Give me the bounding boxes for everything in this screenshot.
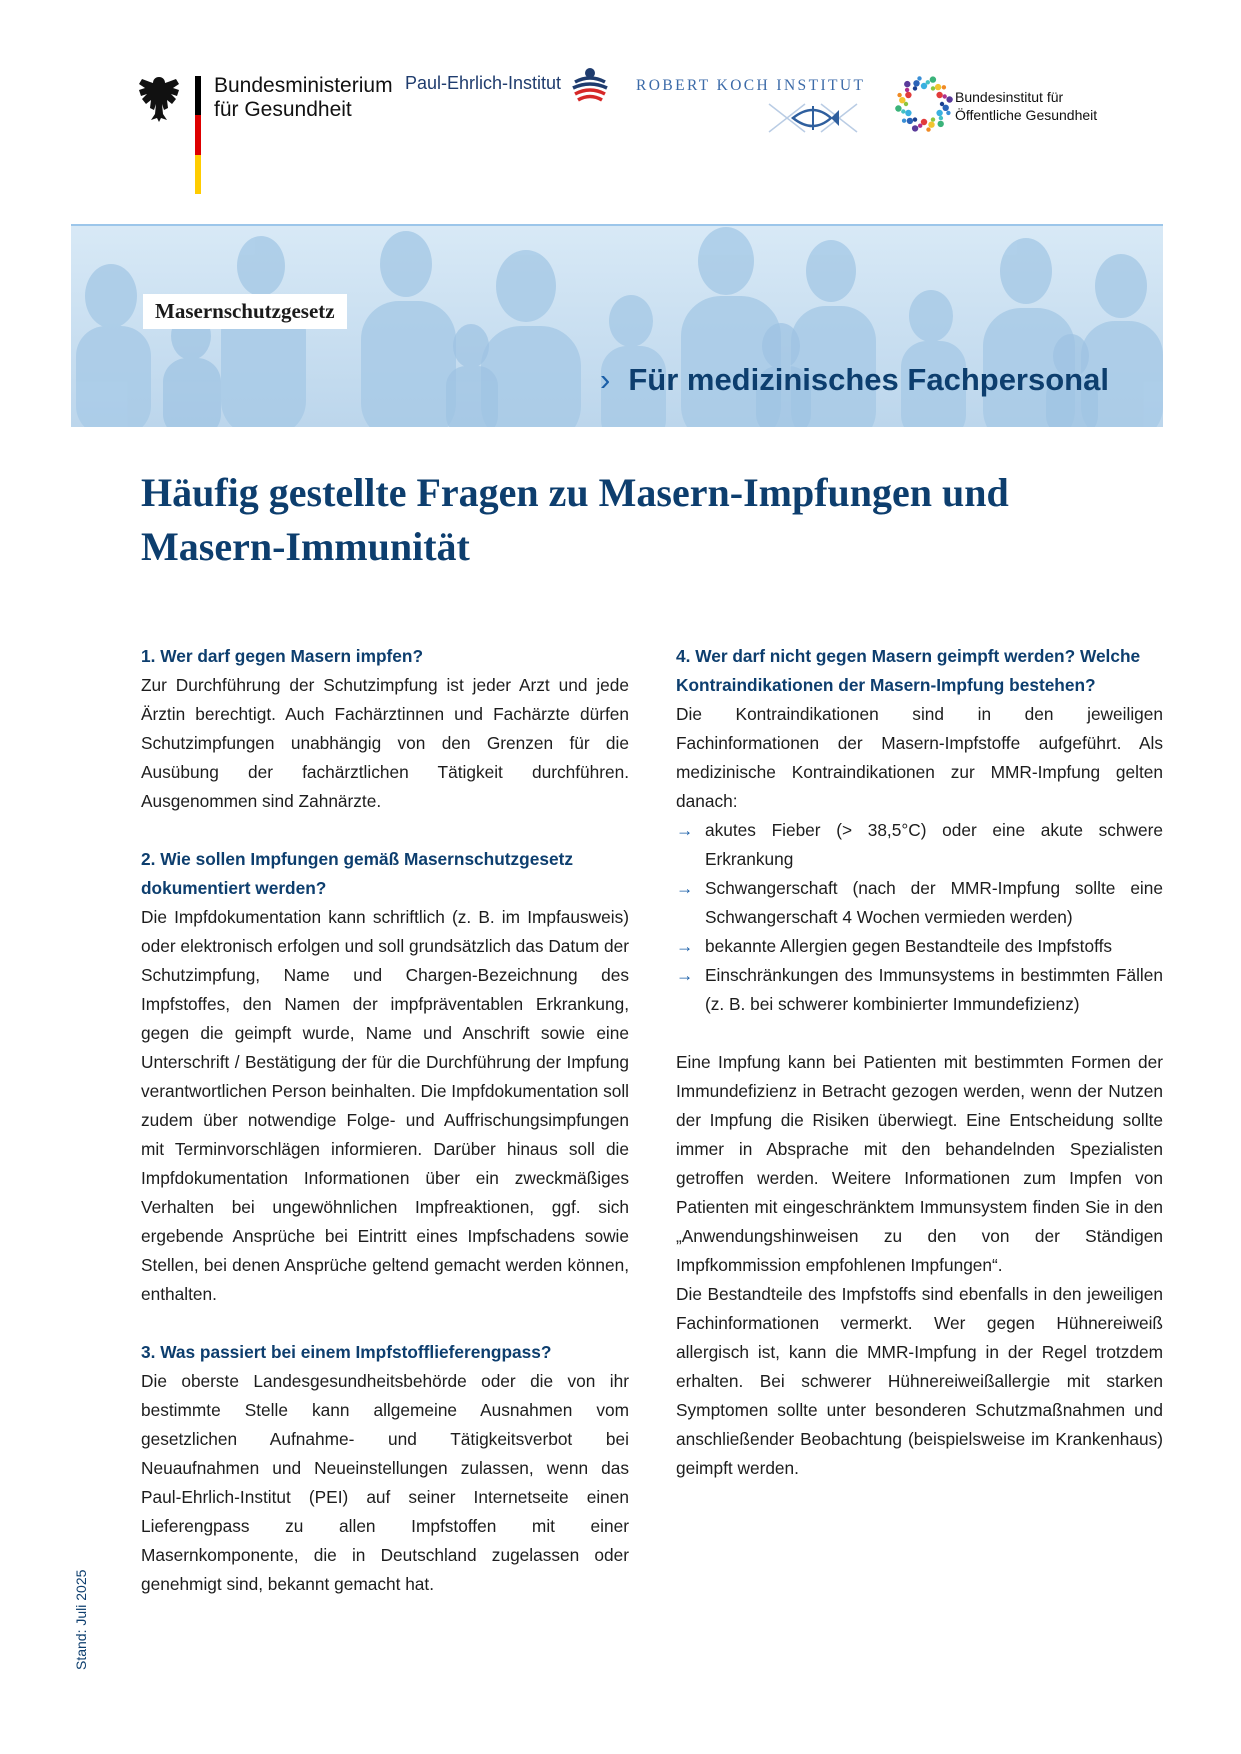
audience-heading: [600, 362, 1109, 398]
question-4-para-1: Eine Impfung kann bei Patienten mit bestimmten Formen der Immundefizienz in Betracht gezogen werden, wenn der Nutzen der Impfung die Risiken überwiegt. Eine Entscheidung sollte immer in Absprache mit den behandelnden Spezialisten getroffen werden. Weitere Informationen zum Impfen von Patienten mit eingeschränktem Immunsystem finden Sie in den „Anwendungshinweisen zu den von der Ständigen Impfkommission empfohlenen Impfungen“.: [676, 1052, 1163, 1275]
ring-dot: [905, 110, 911, 116]
ring-dot: [946, 111, 950, 115]
federal-eagle-icon: [136, 74, 182, 124]
arrow-right-icon: →: [676, 965, 694, 985]
series-label: Masernschutzgesetz: [143, 294, 347, 329]
ring-dot: [917, 76, 921, 80]
question-3-text: Die oberste Landesgesundheitsbehörde oder die von ihr bestimmte Stelle kann allgemeine Ausnahmen vom gesetzlichen Aufnahme- und Tätigkeitsverbot bei Neuaufnahmen und Neueinstellungen zulassen, wenn das Paul-Ehrlich-Institut (PEI) auf seiner Internetseite einen Lieferengpass zu allen Impfstoffen mit einer Masernkomponente, die in Deutschland zugelassen oder genehmigt sind, bekannt gemacht hat.: [141, 1371, 629, 1594]
question-3-title: 3. Was passiert bei einem Impfstofflieferengpass?: [141, 1342, 552, 1362]
rki-fish-emblem-icon: [765, 100, 861, 136]
left-column: [141, 642, 629, 1599]
pei-emblem-icon: [569, 64, 611, 106]
biog-dots-ring-icon: [893, 66, 955, 142]
question-4-para-2: Die Bestandteile des Impfstoffs sind ebenfalls in den jeweiligen Fachinformationen vermerkt. Wer gegen Hühnereiweiß allergisch ist, kann die MMR-Impfung in der Regel trotzdem erhalten. Bei schwerer Hühnereiweißallergie mit starken Symptomen sollte unter besonderen Schutzmaßnahmen und anschließender Beobachtung (beispielsweise im Krankenhaus) geimpft werden.: [676, 1284, 1163, 1478]
contraindication-list: [676, 816, 1163, 1019]
ring-dot: [913, 80, 919, 86]
ring-dot: [943, 94, 947, 98]
question-4-title: 4. Wer darf nicht gegen Masern geimpft werden? Welche Kontraindikationen der Masern-Impfung bestehen?: [676, 646, 1141, 695]
ring-dot: [897, 93, 901, 97]
ring-dot: [936, 110, 942, 116]
ring-dot: [926, 80, 930, 84]
ring-dot: [913, 86, 917, 90]
ring-dot: [942, 85, 946, 89]
ring-dot: [930, 76, 936, 82]
ring-dot: [943, 105, 949, 111]
ring-dot: [946, 96, 952, 102]
ring-dot: [905, 92, 911, 98]
ring-dot: [895, 105, 901, 111]
ring-dot: [902, 119, 906, 123]
pei-name: Paul-Ehrlich-Institut: [405, 73, 562, 93]
ring-dot: [939, 116, 943, 120]
publication-date: Stand: Juli 2025: [73, 1569, 89, 1670]
page-title: Häufig gestellte Fragen zu Masern-Impfungen und Masern-Immunität: [141, 470, 1009, 569]
ring-dot: [926, 127, 930, 131]
biog-name: Bundesinstitut für Öffentliche Gesundheit: [955, 89, 1098, 123]
ring-dot: [901, 109, 905, 113]
question-2-title: 2. Wie sollen Impfungen gemäß Masernschutzgesetz dokumentiert werden?: [141, 849, 573, 898]
ring-dot: [913, 117, 917, 121]
ring-dot: [938, 121, 944, 127]
arrow-right-icon: →: [676, 878, 694, 898]
question-2-text: Die Impfdokumentation kann schriftlich (z. B. im Impfausweis) oder elektronisch erfolgen und soll grundsätzlich das Datum der Schutzimpfung, Name und Chargen-Bezeichnung des Impfstoffes, den Namen der impfpräventablen Erkrankung, gegen die geimpft wurde, Name und Anschrift sowie eine Unterschrift / Bestätigung der für die Durchführung der Impfung verantwortlichen Person beinhalten. Die Impfdokumentation soll zudem über notwendige Folge- und Auffrischungsimpfungen mit Terminvorschlägen informieren. Darüber hinaus soll die Impfdokumentation Informationen über ein zweckmäßiges Verhalten bei ungewöhnlichen Impfreaktionen, ggf. sich ergebende Ansprüche bei Eintritt eines Impfschadens sowie Stellen, bei denen Ansprüche geltend gemacht werden können, enthalten.: [141, 907, 629, 1304]
flag-red: [195, 115, 201, 154]
ring-dot: [931, 117, 935, 121]
ring-dot: [936, 92, 942, 98]
ring-dot: [912, 125, 918, 131]
right-column: [676, 642, 1163, 1483]
german-flag-stripe: [195, 76, 201, 194]
list-item: → Einschränkungen des Immunsystems in bestimmten Fällen (z. B. bei schwerer kombinierter Immundefizienz): [676, 961, 1163, 1019]
ring-dot: [905, 88, 909, 92]
ring-dot: [899, 97, 905, 103]
question-1-title: 1. Wer darf gegen Masern impfen?: [141, 646, 424, 666]
ring-dot: [928, 122, 934, 128]
ring-dot: [904, 81, 910, 87]
rki-name: ROBERT KOCH INSTITUT: [636, 77, 866, 94]
list-item: → bekannte Allergien gegen Bestandteile des Impfstoffs: [676, 932, 1163, 961]
question-1-text: Zur Durchführung der Schutzimpfung ist jeder Arzt und jede Ärztin berechtigt. Auch Fachärztinnen und Fachärzte dürfen Schutzimpfungen unabhängig von den Grenzen für die Ausübung der fachärztlichen Tätigkeit durchführen. Ausgenommen sind Zahnärzte.: [141, 675, 629, 811]
list-item: → Schwangerschaft (nach der MMR-Impfung sollte eine Schwangerschaft 4 Wochen vermieden werden): [676, 874, 1163, 932]
chevron-right-icon: ›: [600, 362, 611, 397]
list-item: → akutes Fieber (> 38,5°C) oder eine akute schwere Erkrankung: [676, 816, 1163, 874]
arrow-right-icon: →: [676, 936, 694, 956]
bmg-name: Bundesministerium für Gesundheit: [214, 74, 393, 121]
audience-label: Für medizinisches Fachpersonal: [628, 362, 1109, 397]
flag-black: [195, 76, 201, 115]
ring-dot: [918, 124, 922, 128]
flag-gold: [195, 155, 201, 194]
ring-dot: [907, 118, 913, 124]
arrow-right-icon: →: [676, 820, 694, 840]
ring-dot: [931, 86, 935, 90]
question-4-intro: Die Kontraindikationen sind in den jeweiligen Fachinformationen der Masern-Impfstoffe aufgeführt. Als medizinische Kontraindikationen zur MMR-Impfung gelten danach:: [676, 704, 1163, 811]
ring-dot: [935, 84, 941, 90]
